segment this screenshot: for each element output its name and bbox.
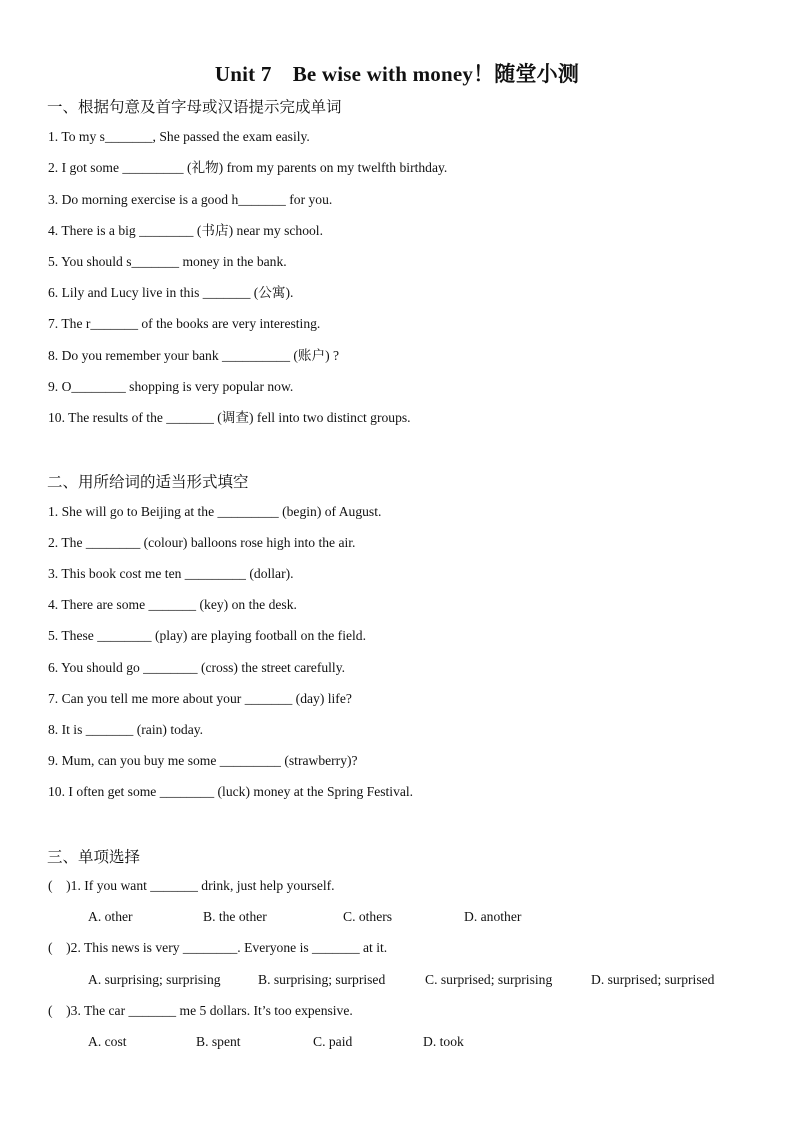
s2-item-4: 4. There are some _______ (key) on the desk. (48, 597, 297, 612)
s2-item-7: 7. Can you tell me more about your _______ (day) life? (48, 691, 352, 706)
section-1-heading: 一、根据句意及首字母或汉语提示完成单词 (47, 98, 342, 116)
s3-q2-option-a: A. surprising; surprising (88, 972, 221, 987)
s1-item-9: 9. O________ shopping is very popular now. (48, 379, 294, 394)
s3-q1-option-b: B. the other (203, 909, 267, 924)
section-3-heading: 三、单项选择 (47, 848, 141, 866)
s1-item-2: 2. I got some _________ (礼物) from my parents on my twelfth birthday. (48, 160, 448, 175)
s3-q2-option-c: C. surprised; surprising (425, 972, 553, 987)
s3-q3-option-b: B. spent (196, 1034, 241, 1049)
s2-item-6: 6. You should go ________ (cross) the street carefully. (48, 660, 346, 675)
s1-item-4: 4. There is a big ________ (书店) near my school. (48, 223, 323, 238)
section-2-heading: 二、用所给词的适当形式填空 (47, 473, 249, 491)
s1-item-3: 3. Do morning exercise is a good h_______ for you. (48, 192, 333, 207)
s3-question-1: ( )1. If you want _______ drink, just help yourself. (48, 878, 335, 893)
s1-item-5: 5. You should s_______ money in the bank. (48, 254, 287, 269)
s2-item-10: 10. I often get some ________ (luck) money at the Spring Festival. (48, 784, 414, 799)
s2-item-9: 9. Mum, can you buy me some _________ (strawberry)? (48, 753, 358, 768)
s2-item-2: 2. The ________ (colour) balloons rose high into the air. (48, 535, 356, 550)
s1-item-10: 10. The results of the _______ (调查) fell into two distinct groups. (48, 410, 411, 425)
s2-item-5: 5. These ________ (play) are playing football on the field. (48, 628, 366, 643)
s3-q1-option-d: D. another (464, 909, 522, 924)
s3-q3-option-d: D. took (423, 1034, 464, 1049)
s3-q3-option-a: A. cost (88, 1034, 127, 1049)
s1-item-1: 1. To my s_______, She passed the exam easily. (48, 129, 310, 144)
s3-q2-option-b: B. surprising; surprised (258, 972, 386, 987)
s2-item-8: 8. It is _______ (rain) today. (48, 722, 204, 737)
s3-question-3: ( )3. The car _______ me 5 dollars. It’s too expensive. (48, 1003, 353, 1018)
s2-item-1: 1. She will go to Beijing at the _________ (begin) of August. (48, 504, 382, 519)
s3-q1-option-a: A. other (88, 909, 133, 924)
s3-question-2: ( )2. This news is very ________. Everyone is _______ at it. (48, 940, 388, 955)
s1-item-6: 6. Lily and Lucy live in this _______ (公寓). (48, 285, 294, 300)
s2-item-3: 3. This book cost me ten _________ (dollar). (48, 566, 294, 581)
s3-q3-option-c: C. paid (313, 1034, 353, 1049)
s3-q2-option-d: D. surprised; surprised (591, 972, 715, 987)
s1-item-7: 7. The r_______ of the books are very interesting. (48, 316, 321, 331)
page-title: Unit 7 Be wise with money！随堂小测 (214, 62, 580, 86)
s3-q1-option-c: C. others (343, 909, 393, 924)
s1-item-8: 8. Do you remember your bank __________ (账户) ? (48, 348, 340, 363)
